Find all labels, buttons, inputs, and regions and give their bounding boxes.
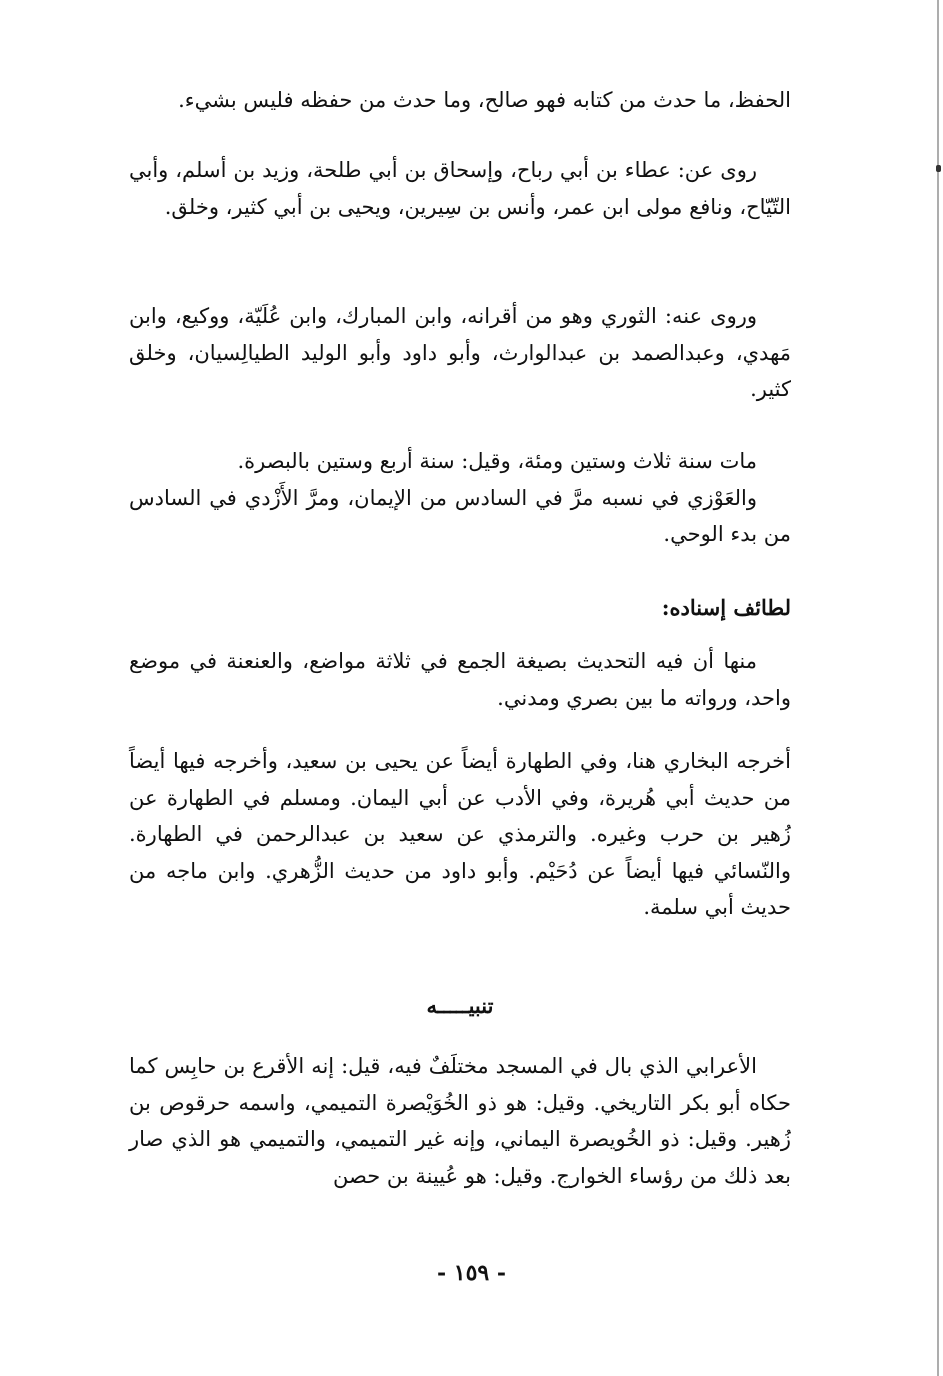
text-block-1: [129, 82, 791, 119]
text-block-9: [129, 1048, 791, 1194]
section-heading: لطائف إسناده:: [661, 595, 791, 620]
text-block-3: [129, 298, 791, 408]
text-block-2: [129, 152, 791, 225]
paragraph-takhrij: أخرجه البخاري هنا، وفي الطهارة أيضاً عن يحيى بن سعيد، وأخرجه فيها أيضاً من حديث أبي هُريرة، وفي الأدب عن أبي اليمان. ومسلم في الطهارة عن زُهير بن حرب وغيره. والترمذي عن سعيد بن عبدالرحمن في الطهارة. والنّسائي فيها أيضاً عن دُحَيْم. وأبو داود من حديث الزُّهري. وابن ماجه من حديث أبي سلمة.: [129, 749, 791, 919]
page-binding-edge: [937, 0, 939, 1376]
edge-mark: [936, 165, 941, 172]
notice-title: تنبيـــــه: [426, 993, 494, 1018]
paragraph-isnad-notes: منها أن فيه التحديث بصيغة الجمع في ثلاثة مواضع، والعنعنة في موضع واحد، ورواته ما بين بصري ومدني.: [129, 649, 791, 710]
paragraph-death: مات سنة ثلاث وستين ومئة، وقيل: سنة أربع وستين بالبصرة.: [237, 449, 757, 473]
paragraph-narrated-by: وروى عنه: الثوري وهو من أقرانه، وابن المبارك، وابن عُلَيّة، ووكيع، وابن مَهدي، وعبدالصمد بن عبدالوارث، وأبو داود وأبو الوليد الطيالِسيان، وخلق كثير.: [129, 304, 791, 401]
paragraph-nisba: والعَوْزي في نسبه مرَّ في السادس من الإيمان، ومرَّ الأَزْدي في السادس من بدء الوحي.: [129, 485, 791, 546]
text-block-7: [129, 743, 791, 926]
paragraph-bedouin: الأعرابي الذي بال في المسجد مختلَفٌ فيه، قيل: إنه الأقرع بن حابِس كما حكاه أبو بكر التاريخي. وقيل: هو ذو الخُوَيْصرة التميمي، واسمه حرقوص بن زُهير. وقيل: ذو الخُويصرة اليماني، وإنه غير التميمي، والتميمي هو الذي صار بعد ذلك من رؤساء الخوارج. وقيل: هو عُيينة بن حصن: [129, 1054, 791, 1188]
paragraph-narrated-from: روى عن: عطاء بن أبي رباح، وإسحاق بن أبي طلحة، وزيد بن أسلم، وأبي التّيّاح، ونافع مولى ابن عمر، وأنس بن سِيرين، ويحيى بن أبي كثير، وخلق.: [129, 158, 791, 219]
paragraph-hifz: الحفظ، ما حدث من كتابه فهو صالح، وما حدث من حفظه فليس بشيء.: [178, 88, 791, 112]
text-block-6: [129, 643, 791, 716]
text-block-4: [129, 443, 791, 553]
text-block-5: [129, 590, 791, 627]
text-block-8: [129, 988, 791, 1025]
page-number: - ١٥٩ -: [436, 1260, 507, 1286]
